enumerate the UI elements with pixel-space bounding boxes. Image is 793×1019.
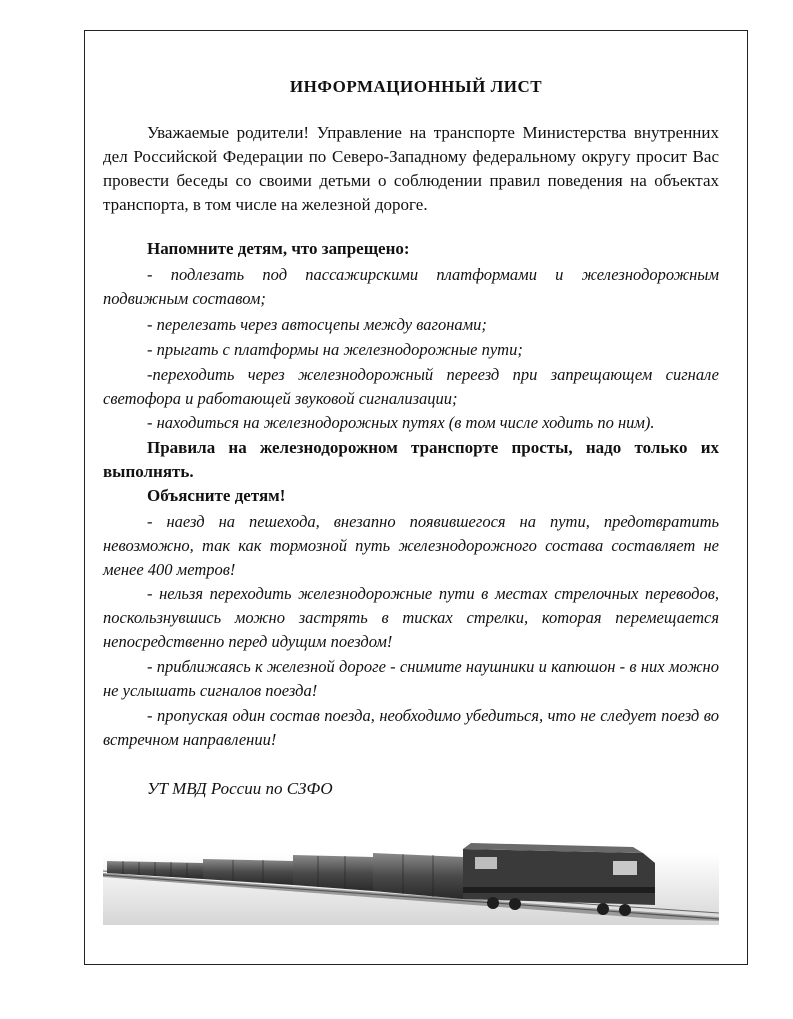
explain-item: - приближаясь к железной дороге - снимите наушники и капюшон - в них можно не услышать сигналов поезда! (103, 657, 719, 700)
forbidden-item: - перелезать через автосцепы между вагонами; (147, 315, 487, 334)
forbidden-item: - находиться на железнодорожных путях (в том числе ходить по ним). (147, 413, 655, 432)
explain-heading: Объясните детям! (147, 486, 286, 505)
explain-item: - наезд на пешехода, внезапно появившегося на пути, предотвратить невозможно, так как тормозной путь железнодорожного состава составляет не менее 400 метров! (103, 512, 719, 579)
explain-item: - нельзя переходить железнодорожные пути в местах стрелочных переводов, поскользнувшись можно застрять в тисках стрелки, которая перемещается непосредственно перед идущим поездом! (103, 584, 719, 651)
train-illustration (103, 813, 719, 925)
intro-paragraph: Уважаемые родители! Управление на транспорте Министерства внутренних дел Российской Федерации по Северо-Западному федеральному округу просит Вас провести беседы со своими детьми о соблюдении правил поведения на объектах транспорта, в том числе на железной дороге. (103, 123, 719, 214)
page-title: ИНФОРМАЦИОННЫЙ ЛИСТ (289, 77, 543, 96)
forbidden-heading: Напомните детям, что запрещено: (147, 239, 410, 258)
signature: УТ МВД России по СЗФО (147, 779, 333, 798)
forbidden-item: - подлезать под пассажирскими платформами и железнодорожным подвижным составом; (103, 265, 719, 308)
explain-item: - пропуская один состав поезда, необходимо убедиться, что не следует поезд во встречном направлении! (103, 706, 719, 749)
forbidden-item: -переходить через железнодорожный переезд при запрещающем сигнале светофора и работающей звуковой сигнализации; (103, 365, 719, 408)
rules-statement: Правила на железнодорожном транспорте просты, надо только их выполнять. (103, 438, 719, 481)
forbidden-item: - прыгать с платформы на железнодорожные пути; (147, 340, 523, 359)
info-sheet-page (84, 30, 748, 965)
